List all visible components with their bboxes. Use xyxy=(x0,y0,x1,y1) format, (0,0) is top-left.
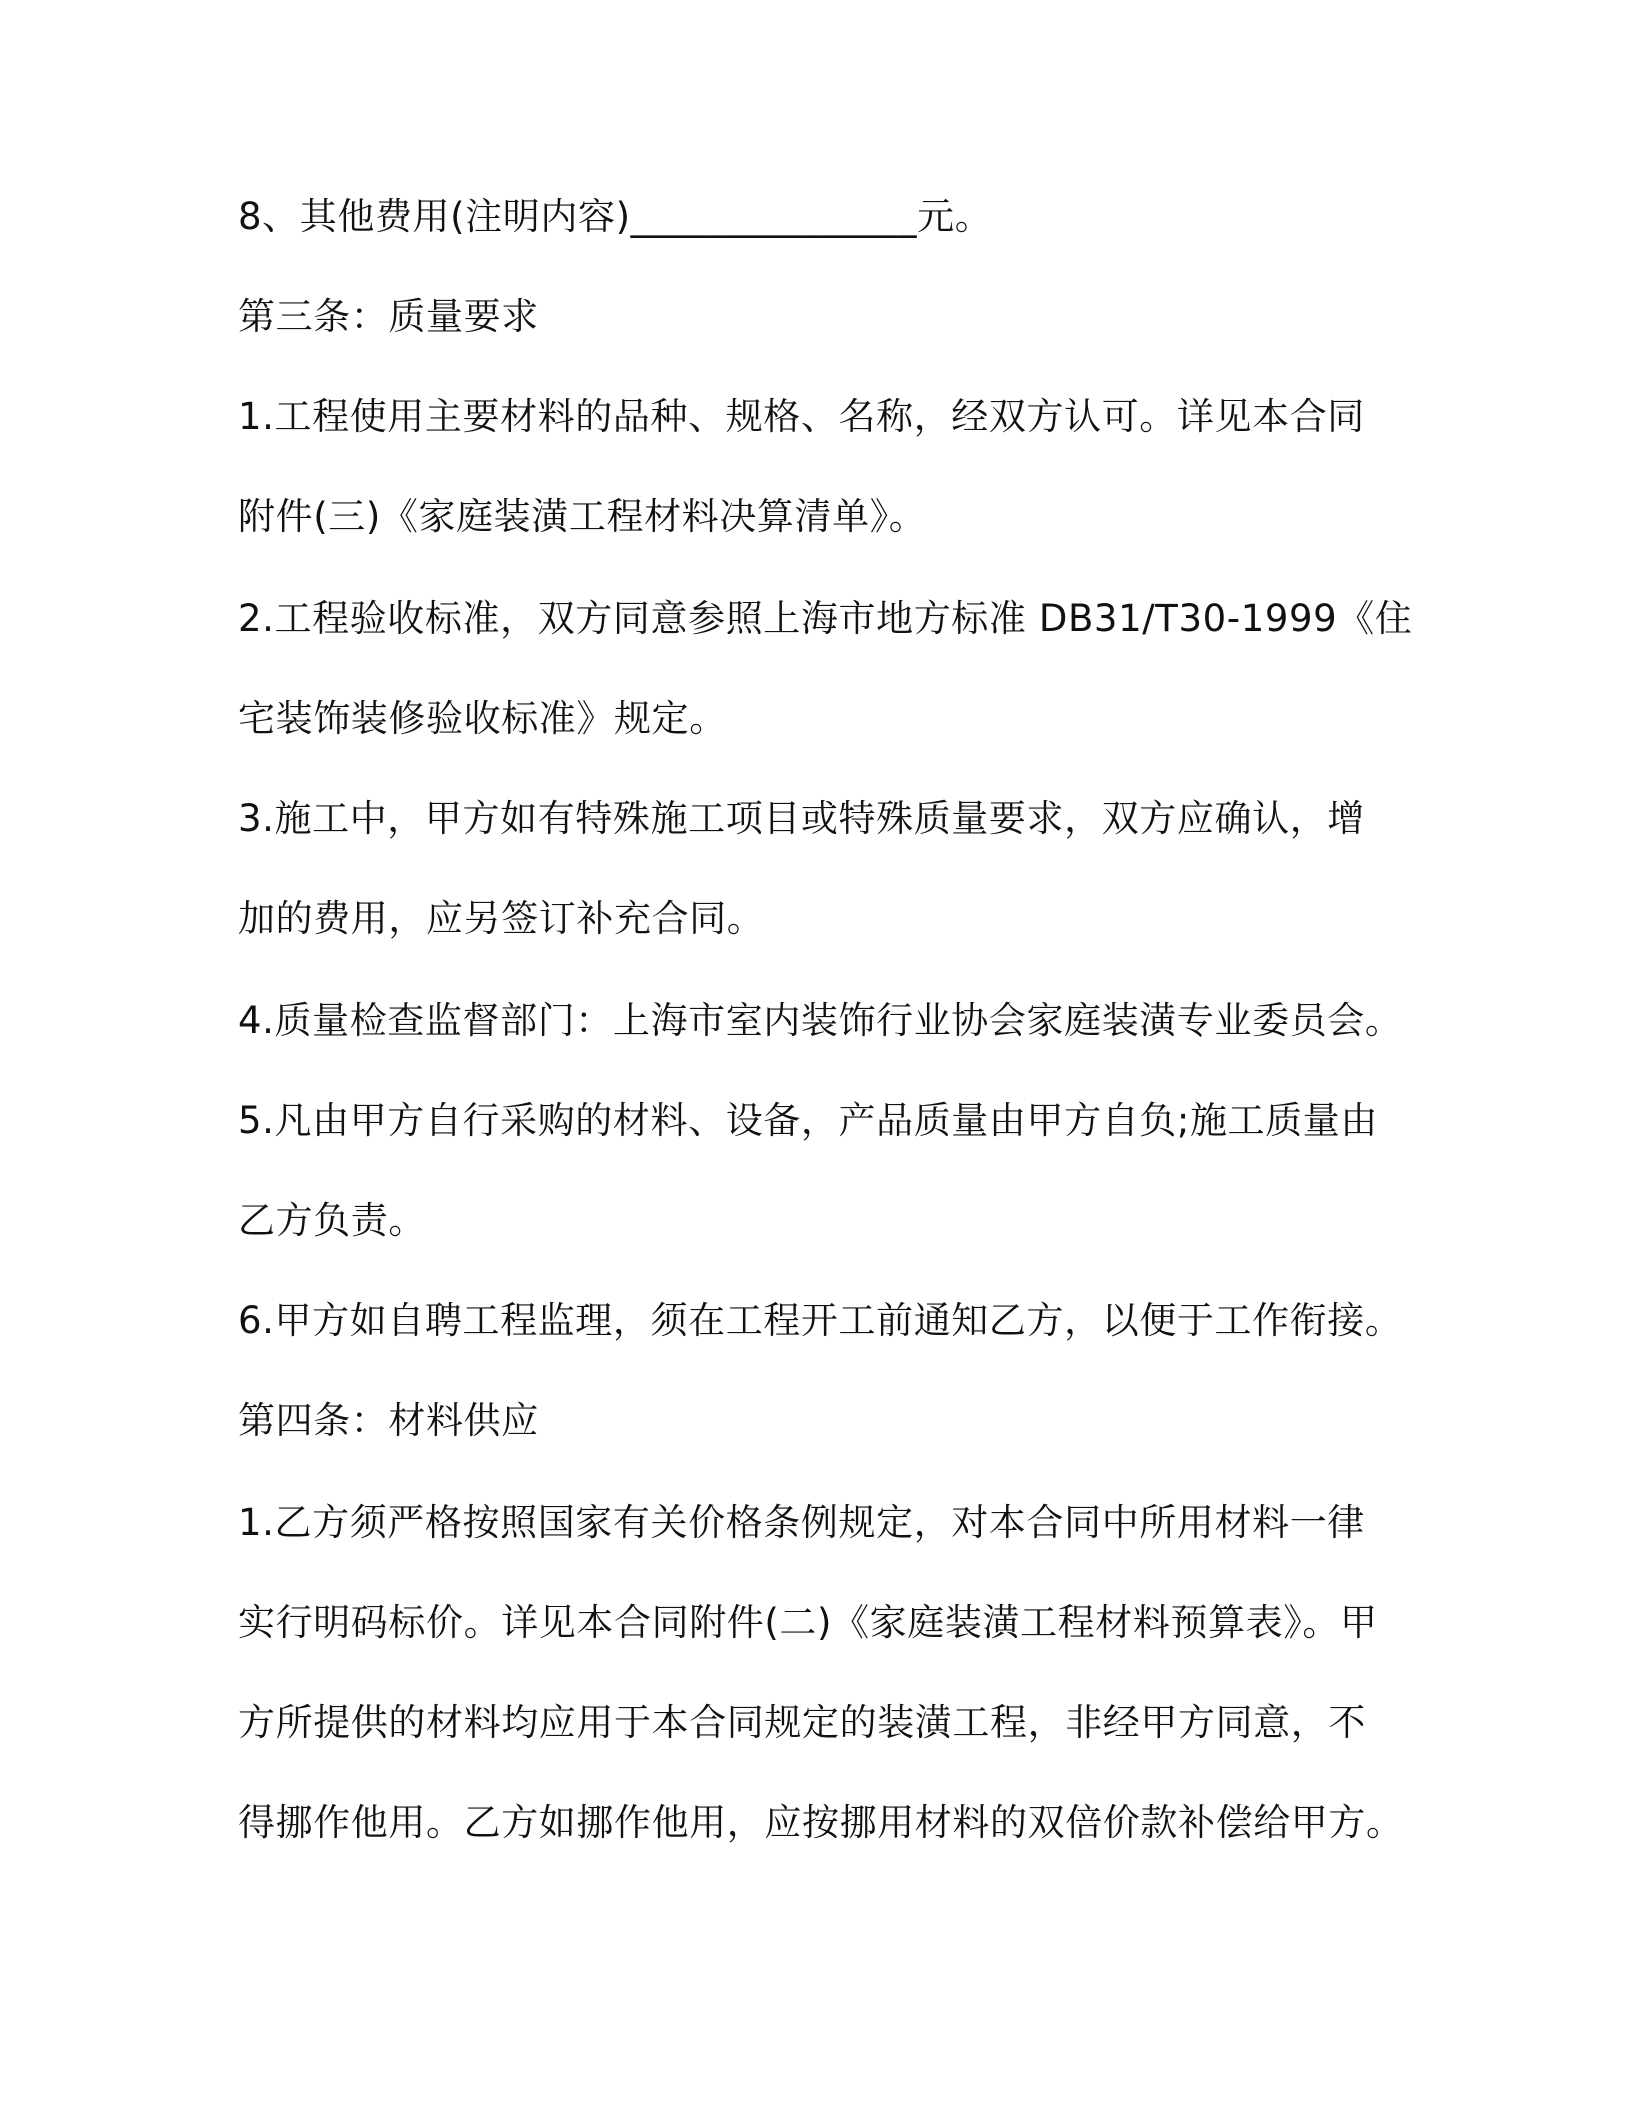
clause-4-1-line-3: 方所提供的材料均应用于本合同规定的装潢工程，非经甲方同意，不 xyxy=(238,1701,1366,1744)
clause-4-1-line-1: 1.乙方须严格按照国家有关价格条例规定，对本合同中所用材料一律 xyxy=(238,1501,1365,1544)
clause-4-1-line-4: 得挪作他用。乙方如挪作他用，应按挪用材料的双倍价款补偿给甲方。 xyxy=(238,1801,1404,1844)
clause-3-1-line-2: 附件(三)《家庭装潢工程材料决算清单》。 xyxy=(238,495,927,538)
clause-3-5-line-1: 5.凡由甲方自行采购的材料、设备，产品质量由甲方自负;施工质量由 xyxy=(238,1099,1378,1142)
clause-3-5-line-2: 乙方负责。 xyxy=(238,1199,426,1242)
article-3-heading: 第三条：质量要求 xyxy=(238,295,539,338)
clause-4-1-line-2: 实行明码标价。详见本合同附件(二)《家庭装潢工程材料预算表》。甲 xyxy=(238,1601,1378,1644)
clause-3-3-line-1: 3.施工中，甲方如有特殊施工项目或特殊质量要求，双方应确认，增 xyxy=(238,797,1365,840)
clause-3-1-line-1: 1.工程使用主要材料的品种、规格、名称，经双方认可。详见本合同 xyxy=(238,395,1365,438)
clause-3-4: 4.质量检查监督部门：上海市室内装饰行业协会家庭装潢专业委员会。 xyxy=(238,999,1403,1042)
clause-other-fees: 8、其他费用(注明内容)_______________元。 xyxy=(238,195,993,238)
clause-3-6: 6.甲方如自聘工程监理，须在工程开工前通知乙方，以便于工作衔接。 xyxy=(238,1299,1403,1342)
clause-3-2-line-2: 宅装饰装修验收标准》规定。 xyxy=(238,697,727,740)
clause-3-3-line-2: 加的费用，应另签订补充合同。 xyxy=(238,897,765,940)
article-4-heading: 第四条：材料供应 xyxy=(238,1399,539,1442)
clause-3-2-line-1: 2.工程验收标准，双方同意参照上海市地方标准 DB31/T30-1999《住 xyxy=(238,597,1413,640)
